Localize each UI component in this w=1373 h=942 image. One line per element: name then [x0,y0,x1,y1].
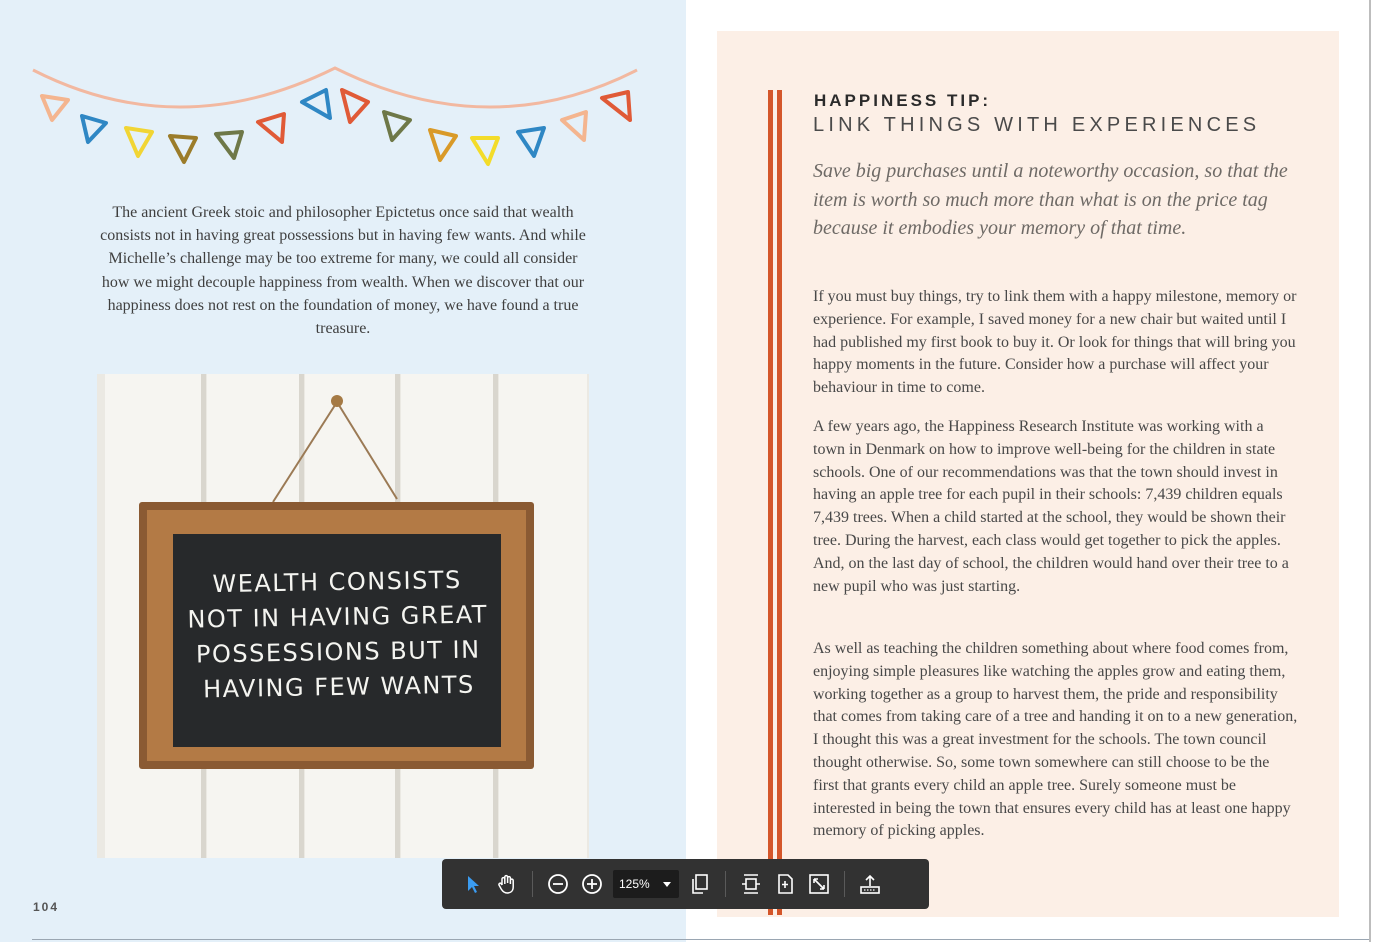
full-screen-button[interactable] [804,869,834,899]
chalkboard-line: WEALTH CONSISTS [212,565,462,599]
zoom-out-icon [547,873,569,895]
toolbar-separator [532,871,533,897]
toolbar-separator [844,871,845,897]
zoom-level-value: 125% [619,877,650,891]
fit-page-button[interactable] [770,869,800,899]
left-page [0,0,686,942]
zoom-in-icon [581,873,603,895]
accent-bar [768,90,773,915]
tip-heading: HAPPINESS TIP: [814,91,992,110]
bottom-rule [32,939,1369,940]
select-tool-button[interactable] [458,869,488,899]
chevron-down-icon [663,882,671,887]
select-arrow-icon [464,874,482,894]
accent-bar [777,90,782,915]
body-paragraph: A few years ago, the Happiness Research Institute was working with a town in Denmark on how to improve well-being for the children in state schools. One of our recommendations was that the town should invest in having an apple tree for each pupil in their schools: 7,439 children equals 7,439 trees. When a child started at the school, they would be shown their tree. During the harvest, each class would get together to pick the apples. And, on the last day of school, the children would hand over their tree to a new pupil who was just starting. [813,418,1289,595]
bunting-illustration [30,60,642,175]
full-screen-icon [808,873,830,895]
body-paragraph: If you must buy things, try to link them with a happy milestone, memory or experience. For example, I saved money for a new chair but waited until I had published my first book to buy it. Or look for things that will bring you happy moments in the future. Consider how a purchase will affect your behaviour in time to come. [813,288,1297,397]
share-button[interactable] [855,869,885,899]
fit-width-icon [740,873,762,895]
body-paragraph: As well as teaching the children something about where food comes from, enjoying simple pleasures like watching the apples grow and eating them, working together as a group to harvest them, the pride and responsibility that comes from taking care of a tree and handing it on to a new generation, I thought this was a great investment for the schools. The town council thought otherwise. So, some town somewhere can still choose to be the first that grants every child an apple tree. Surely someone must be interested in being the town that ensures every child has at least one happy memory of picking apples. [813,640,1298,840]
chalkboard-line: NOT IN HAVING GREAT [187,600,489,634]
fit-page-icon [775,873,795,895]
hand-tool-button[interactable] [492,869,522,899]
page-thumbnails-button[interactable] [685,869,715,899]
toolbar-separator [725,871,726,897]
chalkboard-quote [177,562,499,708]
page-thumbnails-icon [690,873,710,895]
pdf-viewer-toolbar [442,859,929,909]
intro-paragraph: The ancient Greek stoic and philosopher Epictetus once said that wealth consists not in having great possessions but in having few wants. And while Michelle’s challenge may be too extreme for many, we could all consider how we might decouple happiness from wealth. When we discover that our happiness does not rest on the foundation of money, we have found a true treasure. [100,204,586,338]
chalkboard-line: POSSESSIONS BUT IN [195,635,481,669]
fit-width-button[interactable] [736,869,766,899]
page-edge-divider [1369,0,1371,942]
zoom-level-select[interactable] [613,870,679,898]
tip-pull-quote: Save big purchases until a noteworthy occasion, so that the item is worth so much more than what is on the price tag because it embodies your memory of that time. [813,160,1288,240]
zoom-out-button[interactable] [543,869,573,899]
zoom-in-button[interactable] [577,869,607,899]
hand-tool-icon [496,873,518,895]
share-upload-icon [859,873,881,895]
tip-subheading: LINK THINGS WITH EXPERIENCES [813,114,1261,136]
page-number: 104 [33,900,60,914]
chalkboard-line: HAVING FEW WANTS [202,670,475,704]
